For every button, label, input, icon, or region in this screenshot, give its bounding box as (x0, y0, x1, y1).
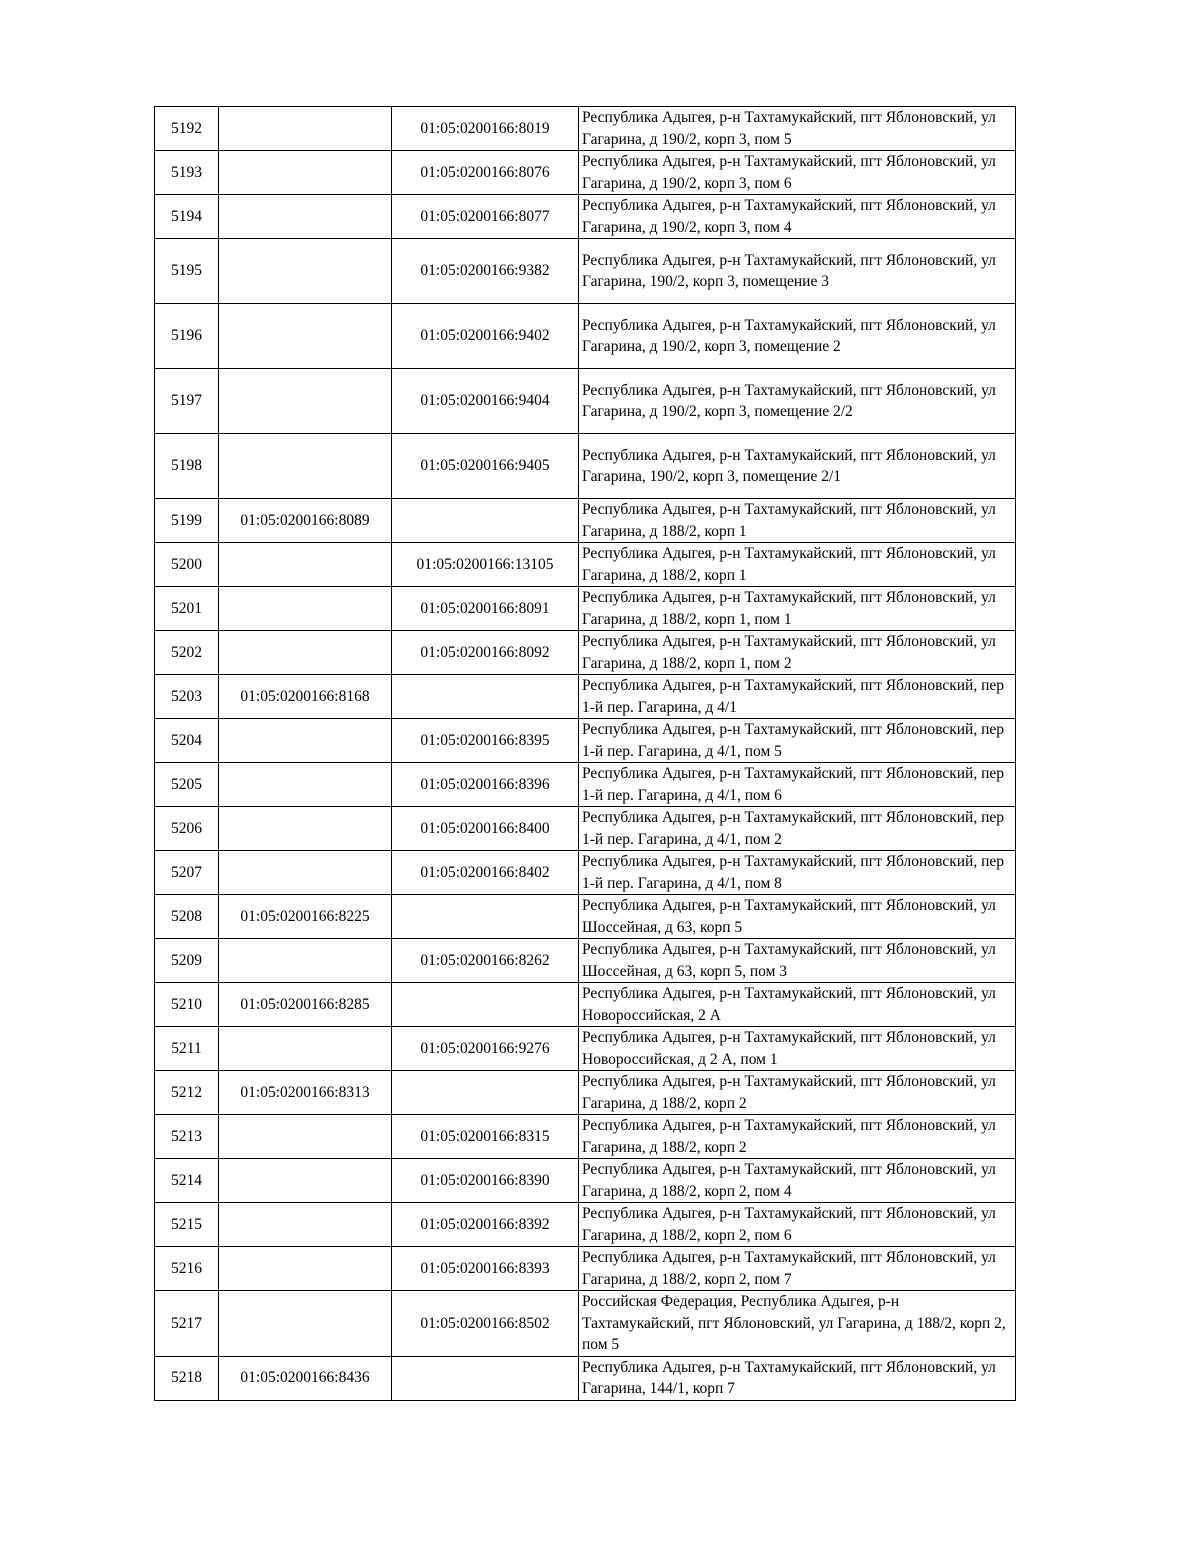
cadastral-number: 01:05:0200166:8077 (392, 195, 579, 239)
address: Республика Адыгея, р-н Тахтамукайский, пгт Яблоновский, ул Гагарина, д 188/2, корп 1, пом 1 (579, 587, 1016, 631)
row-number: 5199 (155, 499, 219, 543)
address: Республика Адыгея, р-н Тахтамукайский, пгт Яблоновский, ул Гагарина, д 188/2, корп 2 (579, 1115, 1016, 1159)
row-number: 5196 (155, 304, 219, 369)
parent-cadastral-number (219, 939, 392, 983)
address: Республика Адыгея, р-н Тахтамукайский, пгт Яблоновский, ул Гагарина, д 190/2, корп 3, пом 5 (579, 107, 1016, 151)
table-row (155, 807, 1016, 851)
table-row (155, 1203, 1016, 1247)
parent-cadastral-number (219, 1203, 392, 1247)
table-row (155, 939, 1016, 983)
row-number: 5195 (155, 239, 219, 304)
row-number: 5214 (155, 1159, 219, 1203)
cadastral-number: 01:05:0200166:8393 (392, 1247, 579, 1291)
parent-cadastral-number: 01:05:0200166:8285 (219, 983, 392, 1027)
address: Республика Адыгея, р-н Тахтамукайский, пгт Яблоновский, ул Гагарина, д 190/2, корп 3, пом 4 (579, 195, 1016, 239)
cadastral-number: 01:05:0200166:9404 (392, 369, 579, 434)
parent-cadastral-number (219, 107, 392, 151)
cadastral-number (392, 499, 579, 543)
row-number: 5193 (155, 151, 219, 195)
row-number: 5215 (155, 1203, 219, 1247)
table-row (155, 1159, 1016, 1203)
cadastral-number (392, 1071, 579, 1115)
cadastral-number: 01:05:0200166:9276 (392, 1027, 579, 1071)
row-number: 5201 (155, 587, 219, 631)
address: Республика Адыгея, р-н Тахтамукайский, пгт Яблоновский, пер 1-й пер. Гагарина, д 4/1, пом 6 (579, 763, 1016, 807)
table-row (155, 763, 1016, 807)
table-row (155, 304, 1016, 369)
row-number: 5210 (155, 983, 219, 1027)
address: Республика Адыгея, р-н Тахтамукайский, пгт Яблоновский, ул Новороссийская, 2 А (579, 983, 1016, 1027)
parent-cadastral-number: 01:05:0200166:8168 (219, 675, 392, 719)
parent-cadastral-number (219, 1027, 392, 1071)
row-number: 5206 (155, 807, 219, 851)
address: Республика Адыгея, р-н Тахтамукайский, пгт Яблоновский, ул Гагарина, д 188/2, корп 1 (579, 543, 1016, 587)
address: Республика Адыгея, р-н Тахтамукайский, пгт Яблоновский, ул Гагарина, д 188/2, корп 1 (579, 499, 1016, 543)
row-number: 5207 (155, 851, 219, 895)
parent-cadastral-number (219, 369, 392, 434)
registry-body (155, 107, 1016, 1401)
row-number: 5200 (155, 543, 219, 587)
row-number: 5205 (155, 763, 219, 807)
table-row (155, 895, 1016, 939)
cadastral-number: 01:05:0200166:8315 (392, 1115, 579, 1159)
cadastral-number: 01:05:0200166:13105 (392, 543, 579, 587)
cadastral-number (392, 895, 579, 939)
parent-cadastral-number (219, 195, 392, 239)
cadastral-number: 01:05:0200166:8392 (392, 1203, 579, 1247)
parent-cadastral-number (219, 1291, 392, 1357)
address: Республика Адыгея, р-н Тахтамукайский, пгт Яблоновский, пер 1-й пер. Гагарина, д 4/1, пом 2 (579, 807, 1016, 851)
address: Республика Адыгея, р-н Тахтамукайский, пгт Яблоновский, ул Гагарина, д 190/2, корп 3, помещение 2/2 (579, 369, 1016, 434)
parent-cadastral-number (219, 763, 392, 807)
parent-cadastral-number: 01:05:0200166:8225 (219, 895, 392, 939)
cadastral-number: 01:05:0200166:8019 (392, 107, 579, 151)
row-number: 5203 (155, 675, 219, 719)
cadastral-number: 01:05:0200166:9405 (392, 434, 579, 499)
registry-table (154, 106, 1016, 1401)
cadastral-number: 01:05:0200166:8262 (392, 939, 579, 983)
table-row (155, 151, 1016, 195)
row-number: 5208 (155, 895, 219, 939)
table-row (155, 369, 1016, 434)
table-row (155, 499, 1016, 543)
address: Республика Адыгея, р-н Тахтамукайский, пгт Яблоновский, ул Гагарина, д 188/2, корп 2 (579, 1071, 1016, 1115)
row-number: 5202 (155, 631, 219, 675)
address: Республика Адыгея, р-н Тахтамукайский, пгт Яблоновский, пер 1-й пер. Гагарина, д 4/1, пом 5 (579, 719, 1016, 763)
parent-cadastral-number (219, 807, 392, 851)
cadastral-number: 01:05:0200166:9402 (392, 304, 579, 369)
row-number: 5198 (155, 434, 219, 499)
address: Республика Адыгея, р-н Тахтамукайский, пгт Яблоновский, пер 1-й пер. Гагарина, д 4/1 (579, 675, 1016, 719)
parent-cadastral-number (219, 719, 392, 763)
cadastral-number: 01:05:0200166:8402 (392, 851, 579, 895)
cadastral-number: 01:05:0200166:8400 (392, 807, 579, 851)
table-row (155, 631, 1016, 675)
table-row (155, 543, 1016, 587)
address: Республика Адыгея, р-н Тахтамукайский, пгт Яблоновский, ул Новороссийская, д 2 А, пом 1 (579, 1027, 1016, 1071)
parent-cadastral-number: 01:05:0200166:8089 (219, 499, 392, 543)
parent-cadastral-number (219, 1115, 392, 1159)
parent-cadastral-number (219, 543, 392, 587)
table-row (155, 1027, 1016, 1071)
row-number: 5216 (155, 1247, 219, 1291)
row-number: 5209 (155, 939, 219, 983)
table-row (155, 719, 1016, 763)
row-number: 5197 (155, 369, 219, 434)
row-number: 5218 (155, 1356, 219, 1400)
row-number: 5211 (155, 1027, 219, 1071)
row-number: 5213 (155, 1115, 219, 1159)
parent-cadastral-number (219, 1159, 392, 1203)
parent-cadastral-number (219, 239, 392, 304)
address: Республика Адыгея, р-н Тахтамукайский, пгт Яблоновский, ул Гагарина, д 190/2, корп 3, помещение 2 (579, 304, 1016, 369)
address: Республика Адыгея, р-н Тахтамукайский, пгт Яблоновский, ул Гагарина, 190/2, корп 3, помещение 3 (579, 239, 1016, 304)
address: Республика Адыгея, р-н Тахтамукайский, пгт Яблоновский, ул Шоссейная, д 63, корп 5 (579, 895, 1016, 939)
table-row (155, 587, 1016, 631)
cadastral-number: 01:05:0200166:8396 (392, 763, 579, 807)
parent-cadastral-number (219, 851, 392, 895)
address: Российская Федерация, Республика Адыгея, р-н Тахтамукайский, пгт Яблоновский, ул Гагарина, д 188/2, корп 2, пом 5 (579, 1291, 1016, 1357)
address: Республика Адыгея, р-н Тахтамукайский, пгт Яблоновский, ул Гагарина, 190/2, корп 3, помещение 2/1 (579, 434, 1016, 499)
table-row (155, 1115, 1016, 1159)
address: Республика Адыгея, р-н Тахтамукайский, пгт Яблоновский, ул Гагарина, д 190/2, корп 3, пом 6 (579, 151, 1016, 195)
cadastral-number (392, 1356, 579, 1400)
table-row (155, 239, 1016, 304)
row-number: 5192 (155, 107, 219, 151)
address: Республика Адыгея, р-н Тахтамукайский, пгт Яблоновский, ул Гагарина, 144/1, корп 7 (579, 1356, 1016, 1400)
table-row (155, 434, 1016, 499)
row-number: 5204 (155, 719, 219, 763)
cadastral-number: 01:05:0200166:8091 (392, 587, 579, 631)
address: Республика Адыгея, р-н Тахтамукайский, пгт Яблоновский, ул Гагарина, д 188/2, корп 2, пом 4 (579, 1159, 1016, 1203)
cadastral-number: 01:05:0200166:8092 (392, 631, 579, 675)
address: Республика Адыгея, р-н Тахтамукайский, пгт Яблоновский, ул Шоссейная, д 63, корп 5, пом 3 (579, 939, 1016, 983)
parent-cadastral-number (219, 587, 392, 631)
parent-cadastral-number: 01:05:0200166:8436 (219, 1356, 392, 1400)
table-row (155, 107, 1016, 151)
parent-cadastral-number (219, 631, 392, 675)
parent-cadastral-number: 01:05:0200166:8313 (219, 1071, 392, 1115)
table-row (155, 1247, 1016, 1291)
address: Республика Адыгея, р-н Тахтамукайский, пгт Яблоновский, ул Гагарина, д 188/2, корп 1, пом 2 (579, 631, 1016, 675)
cadastral-number (392, 675, 579, 719)
parent-cadastral-number (219, 304, 392, 369)
address: Республика Адыгея, р-н Тахтамукайский, пгт Яблоновский, ул Гагарина, д 188/2, корп 2, пом 7 (579, 1247, 1016, 1291)
table-row (155, 851, 1016, 895)
cadastral-number: 01:05:0200166:8076 (392, 151, 579, 195)
address: Республика Адыгея, р-н Тахтамукайский, пгт Яблоновский, пер 1-й пер. Гагарина, д 4/1, пом 8 (579, 851, 1016, 895)
row-number: 5194 (155, 195, 219, 239)
table-row (155, 1291, 1016, 1357)
parent-cadastral-number (219, 151, 392, 195)
table-row (155, 195, 1016, 239)
table-row (155, 1071, 1016, 1115)
table-row (155, 675, 1016, 719)
cadastral-number: 01:05:0200166:8390 (392, 1159, 579, 1203)
cadastral-number: 01:05:0200166:8395 (392, 719, 579, 763)
address: Республика Адыгея, р-н Тахтамукайский, пгт Яблоновский, ул Гагарина, д 188/2, корп 2, пом 6 (579, 1203, 1016, 1247)
row-number: 5212 (155, 1071, 219, 1115)
parent-cadastral-number (219, 1247, 392, 1291)
table-row (155, 1356, 1016, 1400)
table-row (155, 983, 1016, 1027)
row-number: 5217 (155, 1291, 219, 1357)
cadastral-number: 01:05:0200166:8502 (392, 1291, 579, 1357)
cadastral-number (392, 983, 579, 1027)
parent-cadastral-number (219, 434, 392, 499)
cadastral-number: 01:05:0200166:9382 (392, 239, 579, 304)
